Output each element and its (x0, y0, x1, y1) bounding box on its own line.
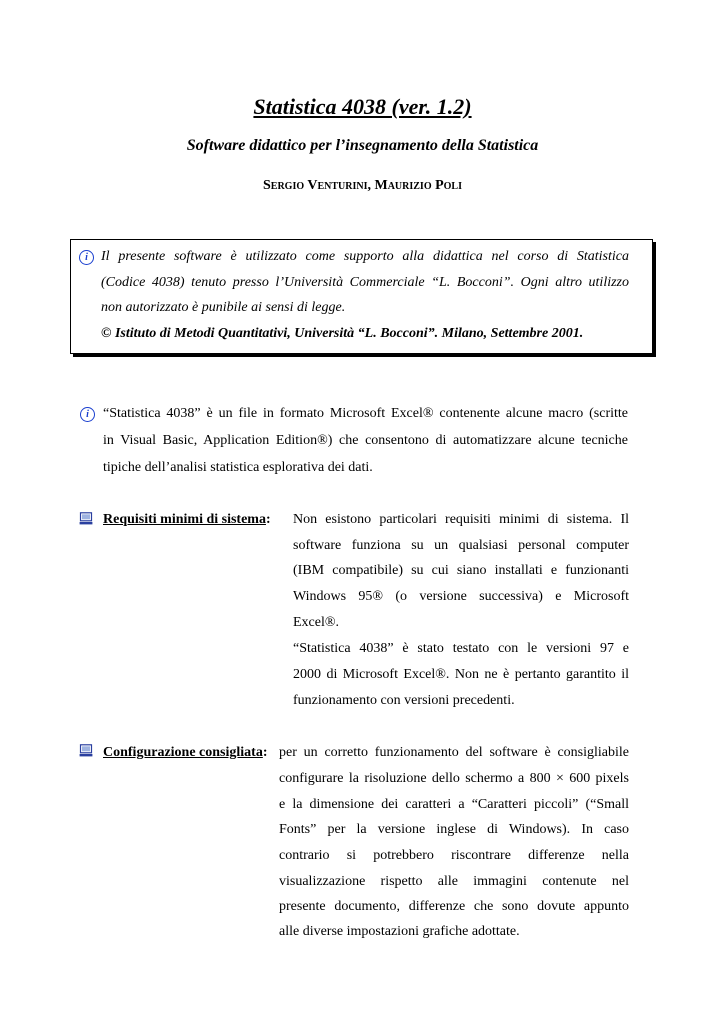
configuration-line: Fonts” per la versione inglese di Windows). In caso (279, 822, 629, 837)
requirements-line: software funziona su un qualsiasi personal computer (293, 538, 629, 553)
requirements-label-wrap (103, 510, 288, 530)
requirements-line: funzionamento con versioni precedenti. (293, 693, 515, 708)
computer-icon (79, 744, 93, 757)
configuration-line: e la dimensione dei caratteri a “Caratteri piccoli” (“Small (279, 797, 629, 812)
configuration-line: presente documento, differenze che sono dovute appunto (279, 899, 629, 914)
requirements-line: Non esistono particolari requisiti minimi di sistema. Il (293, 512, 629, 527)
notice-line: (Codice 4038) tenuto presso l’Università Commerciale “L. Bocconi”. Ogni altro utilizzo (101, 275, 629, 290)
notice-line: non autorizzato è punibile ai sensi di legge. (101, 300, 346, 315)
configuration-line: alle diverse impostazioni grafiche adottate. (279, 924, 520, 939)
intro-line: “Statistica 4038” è un file in formato Microsoft Excel® contenente alcune macro (scritte (103, 406, 628, 421)
requirements-line: (IBM compatibile) su cui siano installati e funzionanti (293, 563, 629, 578)
configuration-label-wrap (103, 743, 278, 763)
info-icon: i (79, 250, 94, 265)
configuration-line: configurare la risoluzione dello schermo a 800 × 600 pixels (279, 771, 629, 786)
copyright-line: © Istituto di Metodi Quantitativi, Università “L. Bocconi”. Milano, Settembre 2001. (101, 326, 584, 341)
requirements-label: Requisiti minimi di sistema (103, 512, 266, 527)
configuration-line: contrario si potrebbero riscontrare differenze nella (279, 848, 629, 863)
notice-line: Il presente software è utilizzato come supporto alla didattica nel corso di Statistica (101, 249, 629, 264)
configuration-colon: : (262, 745, 268, 760)
computer-icon (79, 512, 93, 525)
requirements-colon: : (265, 512, 271, 527)
page-title: Statistica 4038 (ver. 1.2) (253, 94, 472, 119)
requirements-line: Excel®. (293, 615, 340, 630)
configuration-line: per un corretto funzionamento del software è consigliabile (279, 745, 629, 760)
authors: Sergio Venturini, Maurizio Poli (263, 178, 462, 193)
requirements-line: 2000 di Microsoft Excel®. Non ne è pertanto garantito il (293, 667, 629, 682)
page-subtitle: Software didattico per l’insegnamento della Statistica (186, 137, 539, 154)
requirements-line: Windows 95® (o versione successiva) e Microsoft (293, 589, 629, 604)
intro-line: tipiche dell’analisi statistica esplorativa dei dati. (103, 460, 373, 475)
notice-box (70, 239, 653, 354)
configuration-line: visualizzazione rispetto alle immagini contenute nel (279, 874, 629, 889)
requirements-line: “Statistica 4038” è stato testato con le versioni 97 e (293, 641, 629, 656)
configuration-label: Configurazione consigliata (103, 745, 263, 760)
intro-line: in Visual Basic, Application Edition®) che consentono di automatizzare alcune tecniche (103, 433, 628, 448)
info-icon: i (80, 407, 95, 422)
